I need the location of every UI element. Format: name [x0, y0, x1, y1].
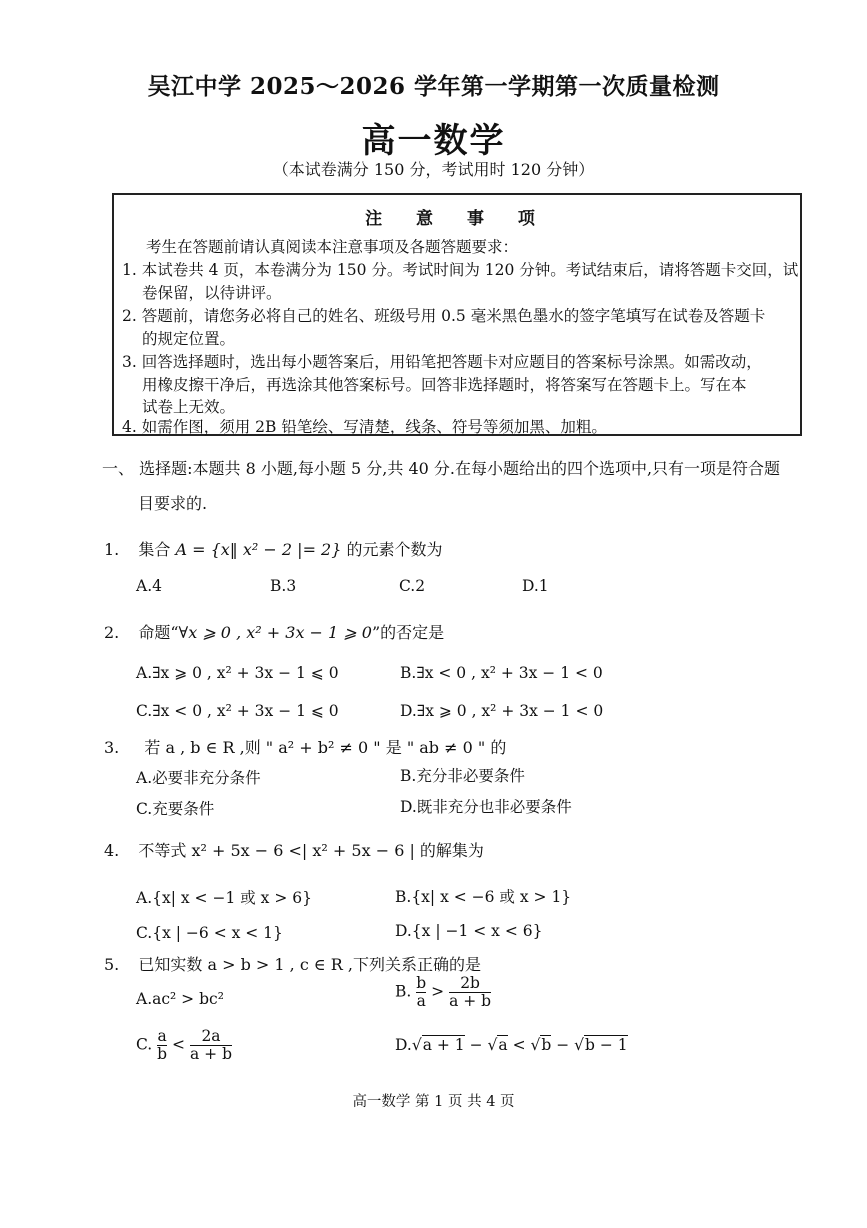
section-header: 一、 选择题:本题共 8 小题,每小题 5 分,共 40 分.在每小题给出的四个选项中,只有一项是符合题 [102, 459, 781, 478]
operator: − [464, 1036, 488, 1054]
operator: − [551, 1036, 575, 1054]
math-expression: A = {x‖ x² − 2 |= 2} [175, 540, 342, 559]
option-d: D.1 [522, 577, 549, 595]
option-a: A.∃x ⩾ 0 , x² + 3x − 1 ⩽ 0 [136, 664, 339, 682]
question-number: 4. [104, 841, 120, 860]
radicand: b − 1 [585, 1036, 628, 1054]
option-label: D. [395, 1036, 412, 1054]
option-c [136, 1028, 232, 1063]
math-expression: ∀x ⩾ 0 , x² + 3x − 1 ⩾ 0 [178, 623, 372, 642]
option-c: C.{x | −6 < x < 1} [136, 924, 283, 942]
option-a: A.必要非充分条件 [136, 769, 261, 787]
option-d: D.{x | −1 < x < 6} [395, 922, 543, 940]
notice-line: 卷保留，以待讲评。 [142, 284, 282, 302]
option-d: D.∃x ⩾ 0 , x² + 3x − 1 < 0 [400, 702, 604, 720]
option-d: D.既非充分也非必要条件 [400, 798, 572, 816]
option-b: B.充分非必要条件 [400, 767, 525, 785]
notice-line: 4. 如需作图，须用 2B 铅笔绘、写清楚，线条、符号等须加黑、加粗。 [122, 418, 607, 436]
option-b: B.3 [270, 577, 297, 595]
denominator: a + b [189, 1045, 232, 1064]
question-number: 3. [104, 738, 120, 757]
operator: > [431, 982, 445, 1001]
notice-line: 用橡皮擦干净后，再选涂其他答案标号。回答非选择题时，将答案写在答题卡上。写在本 [142, 376, 747, 394]
notice-box [112, 193, 802, 436]
radicand: b [541, 1036, 552, 1054]
numerator: b [416, 974, 427, 992]
option-label: B. [395, 982, 412, 1001]
option-d: D.√a + 1 − √a < √b − √b − 1 [395, 1036, 628, 1054]
question-text: 命题“ [138, 623, 179, 642]
option-c: C.∃x < 0 , x² + 3x − 1 ⩽ 0 [136, 702, 339, 720]
section-header-cont: 目要求的. [138, 494, 208, 513]
question-1 [104, 537, 443, 560]
option-c: C.2 [399, 577, 426, 595]
question-text: 已知实数 a > b > 1 , c ∈ R ,下列关系正确的是 [138, 955, 482, 974]
operator: < [172, 1035, 186, 1054]
question-3 [104, 735, 506, 758]
option-b: B.∃x < 0 , x² + 3x − 1 < 0 [400, 664, 603, 682]
option-c: C.充要条件 [136, 800, 215, 818]
notice-line: 的规定位置。 [142, 330, 236, 348]
denominator: a [416, 992, 426, 1011]
fraction [416, 975, 426, 1010]
operator: < [507, 1036, 531, 1054]
option-b [395, 975, 491, 1010]
subject-title: 高一数学 [361, 121, 506, 161]
numerator: a [157, 1027, 167, 1045]
notice-line: 2. 答题前，请您务必将自己的姓名、班级号用 0.5 毫米黑色墨水的签字笔填写在试卷及答题卡 [122, 307, 766, 325]
notice-line: 1. 本试卷共 4 页，本卷满分为 150 分。考试时间为 120 分钟。考试结束后，请将答题卡交回，试 [122, 261, 799, 279]
question-2 [104, 620, 444, 643]
question-number: 1. [104, 540, 120, 559]
question-4 [104, 838, 484, 861]
option-a: A.4 [136, 577, 162, 595]
denominator: b [157, 1045, 168, 1064]
fraction [449, 975, 491, 1010]
question-text: 的元素个数为 [346, 540, 443, 559]
denominator: a + b [449, 992, 492, 1011]
exam-title: 吴江中学 2025～2026 学年第一学期第一次质量检测 [147, 73, 720, 100]
option-a: A.ac² > bc² [136, 990, 224, 1008]
notice-intro: 考生在答题前请认真阅读本注意事项及各题答题要求： [146, 238, 519, 256]
exam-note: （本试卷满分 150 分，考试用时 120 分钟） [272, 160, 595, 179]
fraction [157, 1028, 167, 1063]
numerator: 2a [201, 1027, 221, 1045]
question-text: 集合 [138, 540, 171, 559]
page-footer: 高一数学 第 1 页 共 4 页 [352, 1094, 515, 1110]
notice-heading: 注 意 事 项 [365, 209, 549, 229]
fraction [190, 1028, 232, 1063]
question-number: 2. [104, 623, 120, 642]
question-5 [104, 952, 481, 975]
option-b: B.{x| x < −6 或 x > 1} [395, 888, 572, 906]
question-text: 若 a , b ∈ R ,则 " a² + b² ≠ 0 " 是 " ab ≠ 0 " 的 [144, 738, 507, 757]
question-number: 5. [104, 955, 120, 974]
notice-line: 3. 回答选择题时，选出每小题答案后，用铅笔把答题卡对应题目的答案标号涂黑。如需改动， [122, 353, 762, 371]
question-text: ”的否定是 [371, 623, 445, 642]
option-label: C. [136, 1035, 153, 1054]
radicand: a + 1 [422, 1036, 465, 1054]
question-text: 不等式 x² + 5x − 6 <| x² + 5x − 6 | 的解集为 [138, 841, 484, 860]
option-a: A.{x| x < −1 或 x > 6} [136, 889, 312, 907]
radicand: a [498, 1036, 508, 1054]
notice-line: 试卷上无效。 [142, 398, 236, 416]
numerator: 2b [460, 974, 480, 992]
